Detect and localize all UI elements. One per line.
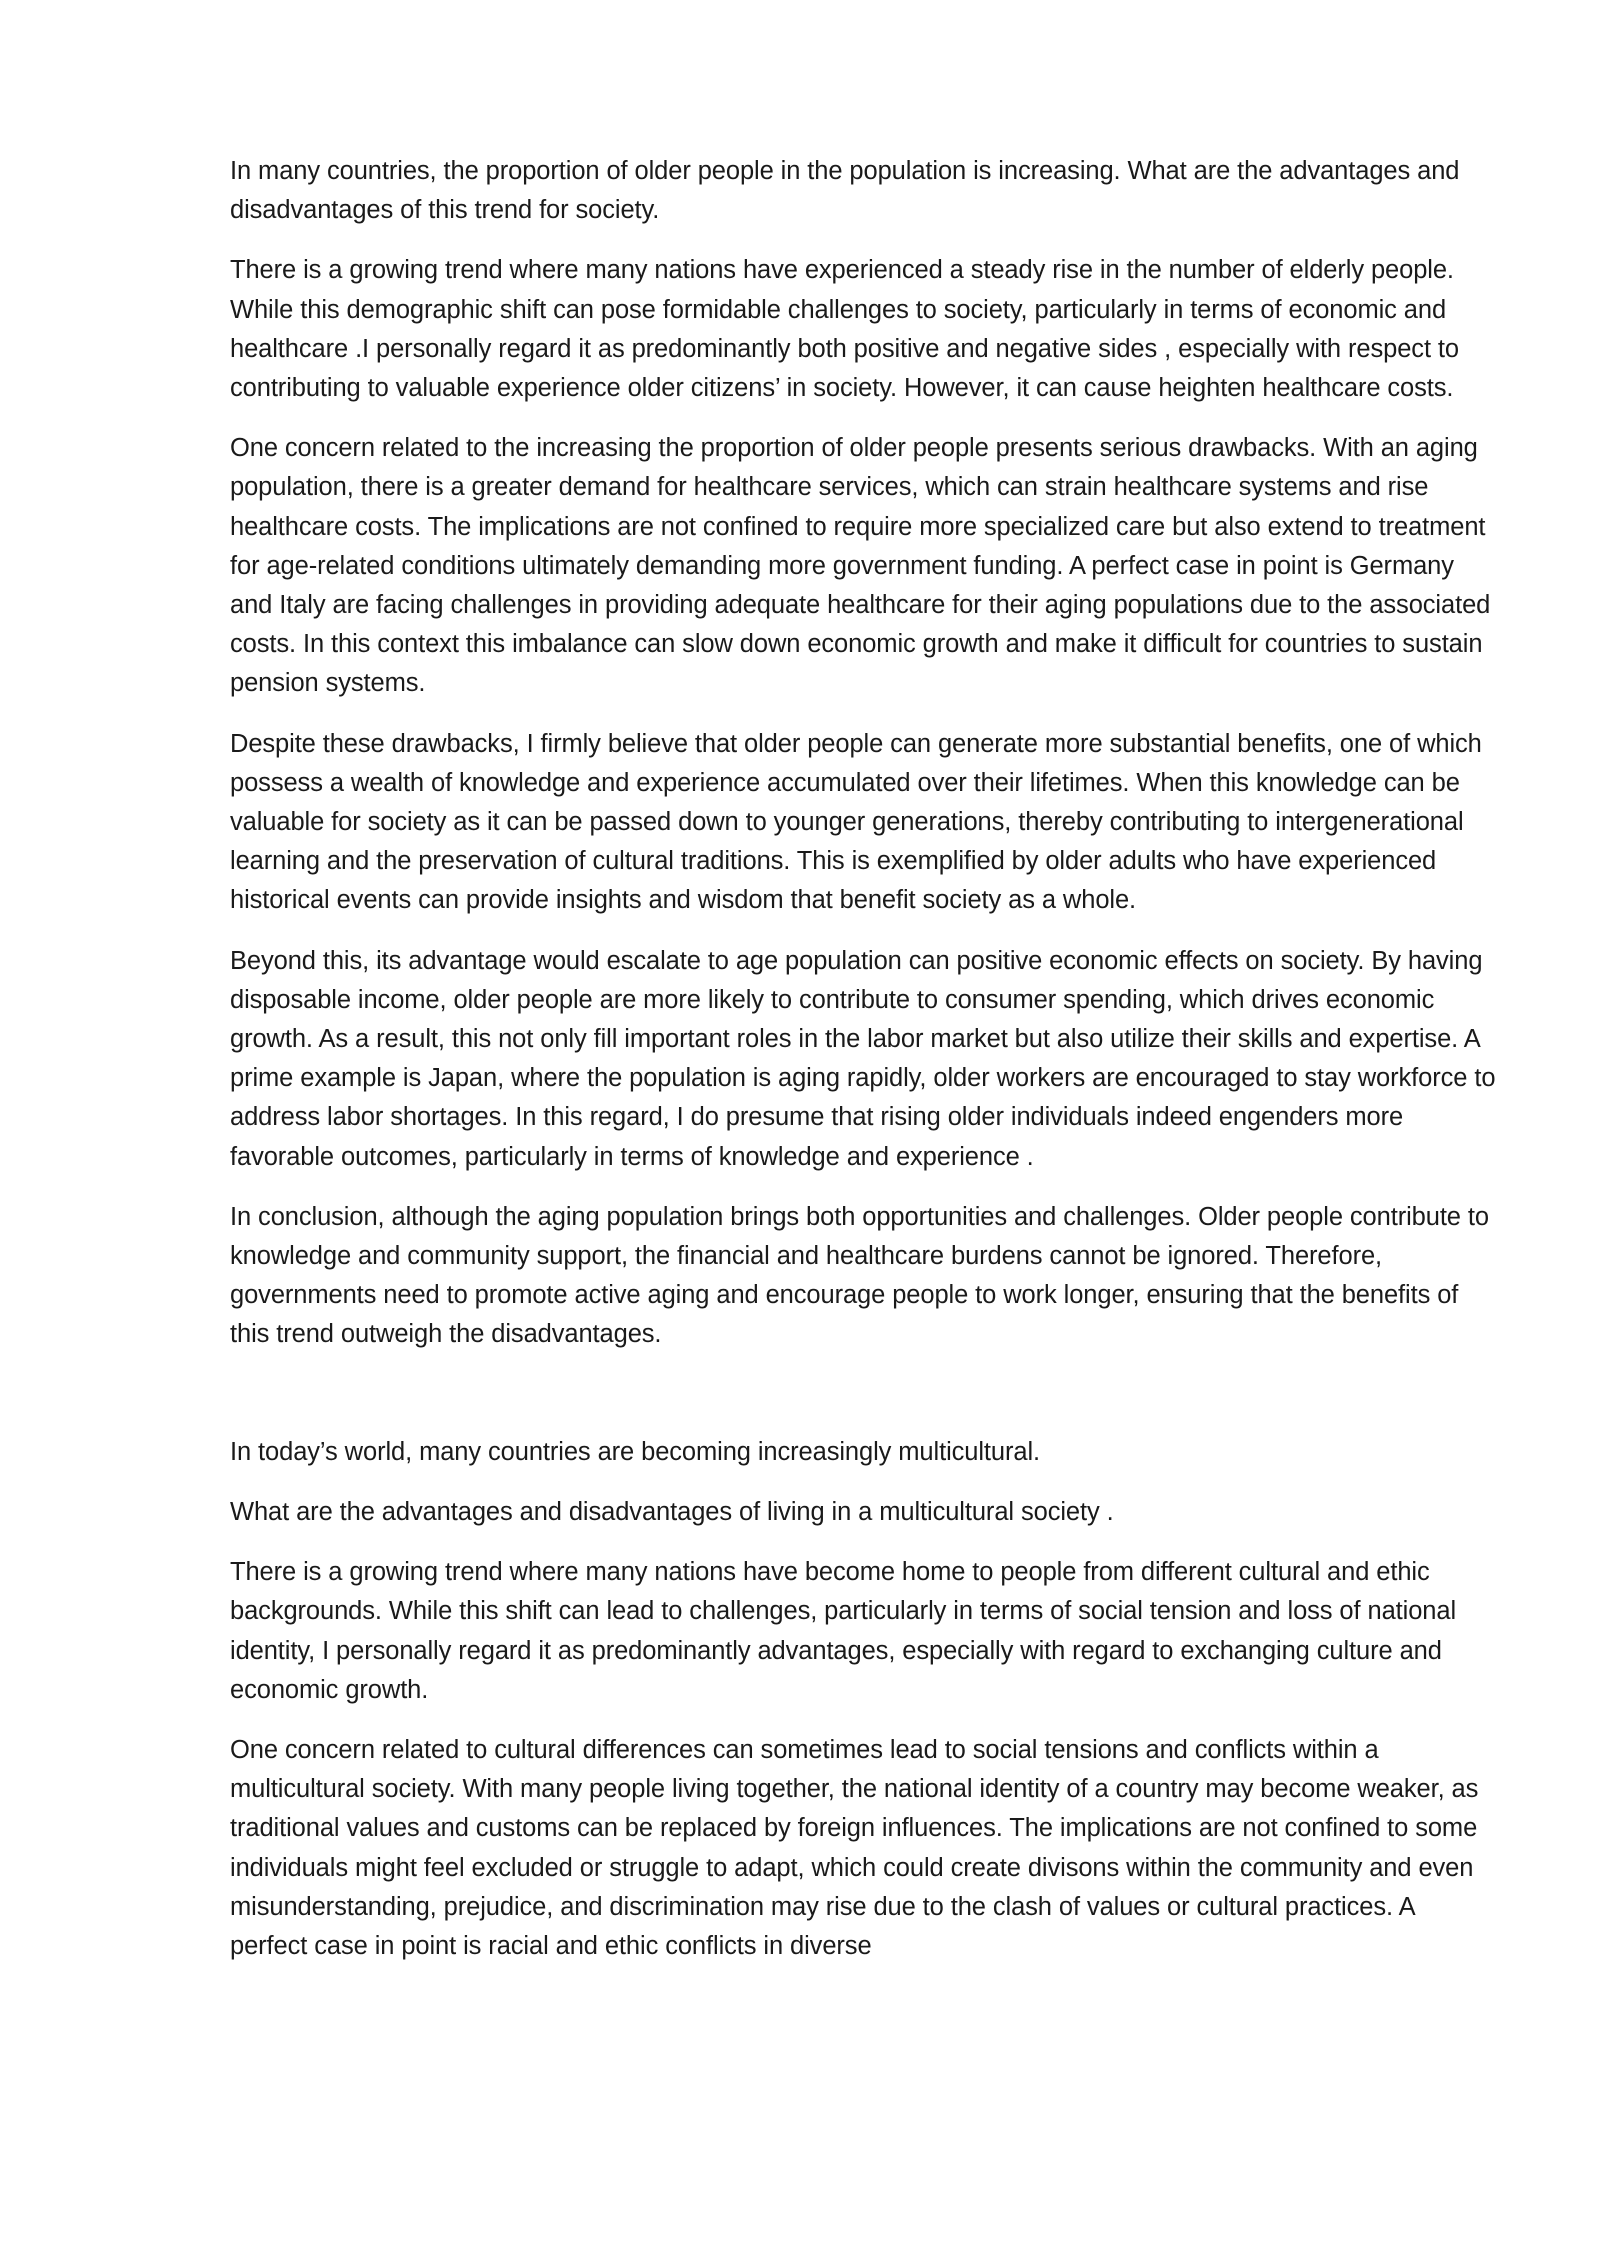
essay2-introduction: There is a growing trend where many nations have become home to people from different cultural and ethic backgrounds. While this shift can lead to challenges, particularly in terms of social tension and loss of national identity, I personally regard it as predominantly advantages, especially with regard to exchanging culture and economic growth. [230, 1558, 1457, 1704]
essay1-body-paragraph-3: Beyond this, its advantage would escalate to age population can positive economic effects on society. By having disposable income, older people are more likely to contribute to consumer spending, which drives economic growth. As a result, this not only fill important roles in the labor market but also utilize their skills and expertise. A prime example is Japan, where the population is aging rapidly, older workers are encouraged to stay workforce to address labor shortages. In this regard, I do presume that rising older individuals indeed engenders more favorable outcomes, particularly in terms of knowledge and experience . [230, 946, 1496, 1171]
essay2-prompt-line-1: In today’s world, many countries are becoming increasingly multicultural. [230, 1437, 1041, 1466]
essay1-body-paragraph-1: One concern related to the increasing the proportion of older people presents serious drawbacks. With an aging population, there is a greater demand for healthcare services, which can strain healthcare systems and rise healthcare costs. The implications are not confined to require more specialized care but also extend to treatment for age-related conditions ultimately demanding more government funding. A perfect case in point is Germany and Italy are facing challenges in providing adequate healthcare for their aging populations due to the associated costs. In this context this imbalance can slow down economic growth and make it difficult for countries to sustain pension systems. [230, 434, 1491, 698]
essay1-introduction: There is a growing trend where many nations have experienced a steady rise in the number of elderly people. While this demographic shift can pose formidable challenges to society, particularly in terms of economic and healthcare .I personally regard it as predominantly both positive and negative sides , especially with respect to contributing to valuable experience older citizens’ in society. However, it can cause heighten healthcare costs. [230, 256, 1459, 403]
essay1-conclusion: In conclusion, although the aging population brings both opportunities and challenges. Older people contribute to knowledge and community support, the financial and healthcare burdens cannot be ignored. Therefore, governments need to promote active aging and encourage people to work longer, ensuring that the benefits of this trend outweigh the disadvantages. [230, 1202, 1489, 1349]
document-body [230, 152, 1498, 1987]
essay2-prompt-line-2: What are the advantages and disadvantages of living in a multicultural society . [230, 1497, 1114, 1526]
essay1-prompt: In many countries, the proportion of older people in the population is increasing. What are the advantages and disadvantages of this trend for society. [230, 157, 1460, 225]
essay1-body-paragraph-2: Despite these drawbacks, I firmly believe that older people can generate more substantial benefits, one of which possess a wealth of knowledge and experience accumulated over their lifetimes. When this knowledge can be valuable for society as it can be passed down to younger generations, thereby contributing to intergenerational learning and the preservation of cultural traditions. This is exemplified by older adults who have experienced historical events can provide insights and wisdom that benefit society as a whole. [230, 729, 1482, 915]
essay2-body-paragraph-1: One concern related to cultural differences can sometimes lead to social tensions and conflicts within a multicultural society. With many people living together, the national identity of a country may become weaker, as traditional values and customs can be replaced by foreign influences. The implications are not confined to some individuals might feel excluded or struggle to adapt, which could create divisons within the community and even misunderstanding, prejudice, and discrimination may rise due to the clash of values or cultural practices. A perfect case in point is racial and ethic conflicts in diverse [230, 1735, 1479, 1960]
